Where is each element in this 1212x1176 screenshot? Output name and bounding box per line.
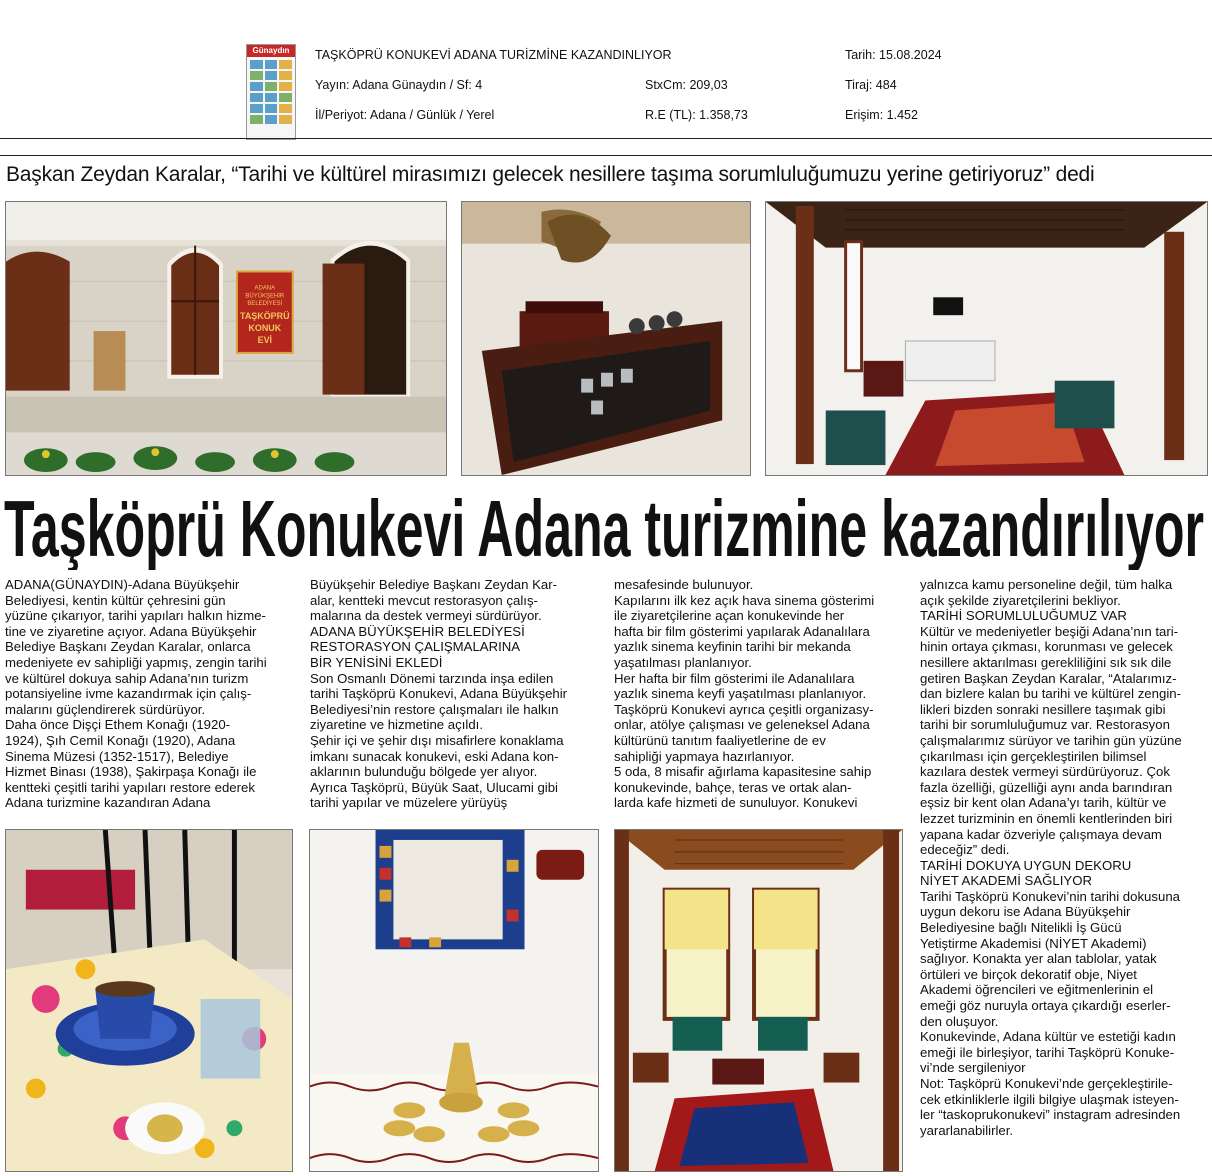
photo-turkish-coffee — [5, 829, 293, 1172]
svg-text:BÜYÜKŞEHİR: BÜYÜKŞEHİR — [245, 293, 285, 300]
article-column-2: Büyükşehir Belediye Başkanı Zeydan Kar- alar, kentteki mevcut restorasyon çalış- malarına da destek vermeyi sürdürüyor. ADANA BÜYÜKŞEHİR BELEDİYESİ RESTORASYON ÇALIŞMALARINA BİR YENİSİNİ EKLEDİ Son Osmanlı Dönemi tarzında inşa edilen tarihi Taşköprü Konukevi, Adana Büyükşehir Belediyesi’nin restore çalışmaları ile halkın ziyaretine ve hizmetine açıldı. Şehir içi ve şehir dışı misafirlere konaklama imkanı sunacak konukevi, eski Adana kon- aklarının bulunduğu bölgede yer alıyor. Ayrıca Taşköprü, Büyük Saat, Ulucami gibi tarihi yapılar ve müzelere yürüyüş — [310, 577, 600, 811]
section-heading: TARİHİ DOKUYA UYGUN DEKORU — [920, 857, 1132, 873]
photo-tea-set — [309, 829, 599, 1172]
article-headline-box — [4, 480, 1210, 570]
thumbnail-layout — [247, 57, 295, 127]
svg-text:BELEDİYESİ: BELEDİYESİ — [247, 301, 283, 308]
clipping-circulation: Tiraj: 484 — [845, 78, 897, 92]
clipping-ad-value: R.E (TL): 1.358,73 — [645, 108, 748, 122]
clipping-publication: Yayın: Adana Günaydın / Sf: 4 — [315, 78, 483, 92]
svg-text:KONUK: KONUK — [248, 323, 282, 334]
photo-lobby — [765, 201, 1208, 476]
svg-text:EVİ: EVİ — [257, 334, 273, 345]
clipping-reach: Erişim: 1.452 — [845, 108, 918, 122]
article-column-4: yalnızca kamu personeline değil, tüm halka açık şekilde ziyaretçilerini bekliyor. TARİHİ SORUMLULUĞUMUZ VAR Kültür ve medeniyetler beşiği Adana’nın tari- hinin ortaya çıkması, korunması ve gelecek nesillere aktarılması gerekliliğini sık sık dile getiren Başkan Zeydan Karalar, “Atalarımız- dan bizlere kalan bu tarihi ve kültürel zengin- likleri bizden sonraki nesillere taşımak gibi tarihi bir sorumluluğumuz var. Restorasyon çalışmalarımız sürüyor ve tarihin gün yüzüne çıkarılması için gerçekleştirilen bilimsel kazılara destek vermeyi sürdürüyoruz. Çok fazla özelliği, güzelliği aynı anda barındıran eşsiz bir kent olan Adana’yı tarih, kültür ve lezzet turizminin en önemli kentlerinden biri yapana kadar özveriyle çalışmaya devam edeceğiz” dedi. TARİHİ DOKUYA UYGUN DEKORU NİYET AKADEMİ SAĞLIYOR Tarihi Taşköprü Konukevi’nin tarihi dokusuna uygun dekoru ise Adana Büyükşehir Belediyesine bağlı Nitelikli İş Gücü Yetiştirme Akademisi (NİYET Akademi) sağlıyor. Konakta yer alan tablolar, yatak örtüleri ve birçok dekoratif obje, Niyet Akademi öğrencileri ve eğitmenlerinin el emeği göz nuruyla ortaya çıkardığı eserler- den oluşuyor. Konukevinde, Adana kültür ve estetiği kadın emeği ile birleşiyor, tarihi Taşköprü Konuke- vi’nde sergileniyor Not: Taşköprü Konukevi’nde gerçekleştirile- cek etkinliklerle ilgili bilgiye ulaşmak isteyen- ler “taskoprukonukevi” instagram adresinden yararlanabilirler. — [920, 577, 1212, 1138]
svg-text:ADANA: ADANA — [254, 285, 276, 292]
clipping-region: İl/Periyot: Adana / Günlük / Yerel — [315, 108, 495, 122]
photo-building-facade — [5, 201, 447, 476]
clipping-stxcm: StxCm: 209,03 — [645, 78, 728, 92]
article-headline: Taşköprü Konukevi Adana turizmine kazandırılıyor — [4, 484, 1204, 570]
section-heading: TARİHİ SORUMLULUĞUMUZ VAR — [920, 608, 1127, 624]
photo-gramophone — [461, 201, 751, 476]
photo-sitting-room — [614, 829, 903, 1172]
article-column-1: ADANA(GÜNAYDIN)-Adana Büyükşehir Belediyesi, kentin kültür çehresini gün yüzüne çıkarıyor, tarihi yapıları halkın hizme- tine ve ziyaretine açıyor. Adana Büyükşehir Belediye Başkanı Zeydan Karalar, onlarca medeniyete ev sahipliği yapmış, zengin tarihi ve kültürel dokuya sahip Adana’nın turizm potansiyeline ivme kazandırmak için çalış- malarını güçlendirerek sürdürüyor. Daha önce Dişçi Ethem Konağı (1920- 1924), Şıh Cemil Konağı (1920), Adana Sinema Müzesi (1352-1517), Belediye Hizmet Binası (1938), Şakirpaşa Konağı ile kentteki çeşitli tarihi yapıları restore ederek Adana turizmine kazandıran Adana — [5, 577, 267, 811]
clipping-title: TAŞKÖPRÜ KONUKEVİ ADANA TURİZMİNE KAZANDINLIYOR — [315, 48, 672, 62]
article-top-rule — [0, 155, 1212, 156]
article-subheadline: Başkan Zeydan Karalar, “Tarihi ve kültürel mirasımızı gelecek nesillere taşıma sorumluluğumuzu yerine getiriyoruz” dedi — [6, 163, 1095, 186]
clipping-date: Tarih: 15.08.2024 — [845, 48, 942, 62]
header-divider — [0, 138, 1212, 139]
newspaper-thumbnail — [246, 44, 296, 140]
article-column-3: mesafesinde bulunuyor. Kapılarını ilk kez açık hava sinema gösterimi ile ziyaretçilerine açan konukevinde her hafta bir film gösterimi yapılarak Adanalılara yazlık sinema keyfinin tarihi bir mekanda yaşatılması planlanıyor. Her hafta bir film gösterimi ile Adanalılara yazlık sinema keyfi yaşatılması planlanıyor. Taşköprü Konukevi ayrıca çeşitli organizasy- onlar, atölye çalışması ve geleneksel Adana kültürünü tanıtım faaliyetlerine de ev sahipliği yapmaya hazırlanıyor. 5 oda, 8 misafir ağırlama kapasitesine sahip konukevinde, bahçe, teras ve ortak alan- larda kafe hizmeti de sunuluyor. Konukevi — [614, 577, 875, 811]
thumbnail-masthead: Günaydın — [247, 45, 295, 57]
section-heading: ADANA BÜYÜKŞEHİR BELEDİYESİ — [310, 623, 525, 639]
svg-text:TAŞKÖPRÜ: TAŞKÖPRÜ — [240, 311, 290, 322]
